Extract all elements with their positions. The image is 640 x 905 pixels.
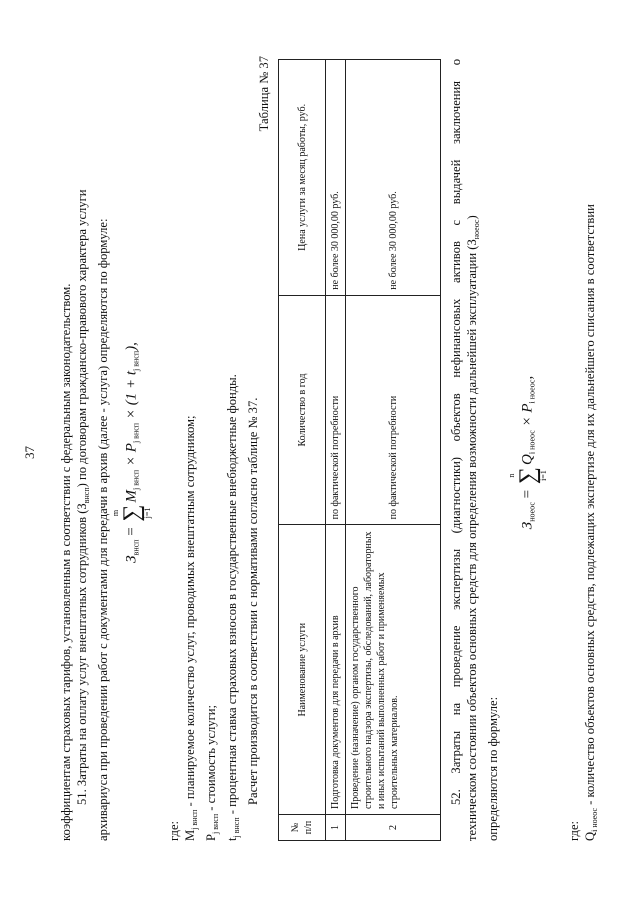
definition-p: $P_{j внсп}$ - стоимость услуги;	[204, 704, 220, 841]
sum-symbol: n ∑ i=1	[507, 467, 548, 485]
header-quantity: Количество в год	[279, 295, 326, 525]
cell-price: не более 30 000,00 руб.	[346, 60, 441, 296]
sum-symbol: m ∑ j=1	[111, 504, 152, 522]
item52-line2: техническом состоянии объектов основных средств для определения возможности дальнейшей эксплуатации $(З_{ноеос})$	[465, 215, 481, 841]
item52-line3: определяются по формуле:	[486, 696, 500, 841]
table-37	[278, 59, 441, 841]
cell-price: не более 30 000,00 руб.	[326, 60, 346, 296]
header-price: Цена услуги за месяц работы, руб.	[279, 60, 326, 296]
formula-51: $З_{внсп}$ = m ∑ j=1 $M_{j внсп} \times P_{j внсп} \times (1 + t_{j внсп})$,	[111, 342, 152, 563]
cell-number: 2	[346, 815, 441, 841]
table-row	[346, 60, 441, 841]
where-label-2: где:	[567, 820, 581, 841]
cell-quantity: по фактической потребности	[326, 295, 346, 525]
table-caption: Таблица № 37	[257, 56, 271, 132]
definition-m: $M_{j внсп}$ - планируемое количество услуг, проводимых внештатным сотрудником;	[183, 415, 199, 841]
table-header-row	[279, 60, 326, 841]
definition-q: $Q_{i ноеос}$ - количество объектов основных средств, подлежащих экспертизе для их дальнейшего списания в соответствии	[583, 204, 599, 841]
header-number: № п/п	[279, 815, 326, 841]
item51-line1: 51. Затраты на оплату услуг внештатных сотрудников $(З_{внсп})$ по договорам гражданско-правового характера услуги	[75, 189, 91, 805]
definition-t: $t_{j внсп}$ - процентная ставка страховых взносов в государственные внебюджетные фонды.	[225, 374, 241, 841]
calc-note: Расчет производится в соответствии с нормативами согласно таблице № 37.	[246, 397, 260, 805]
item52-line1: 52. Затраты на проведение экспертизы (диагностики) объектов нефинансовых активов с выдачей заключения о	[449, 59, 463, 805]
formula-52: $З_{ноеос}$ = n ∑ i=1 $Q_{i ноеос} \times P_{i ноеос}$,	[507, 375, 548, 530]
cell-quantity: по фактической потребности	[346, 295, 441, 525]
cell-service-name: Подготовка документов для передачи в архив	[326, 525, 346, 815]
item51-line2: архивариуса при проведении работ с документами для передачи в архив (далее - услуга) определяются по формуле:	[96, 218, 110, 841]
intro-line: коэффициентам страховых тарифов, установленным в соответствии с федеральным законодательством.	[59, 283, 73, 841]
cell-service-name: Проведение (назначение) органом государственного строительного надзора экспертизы, обследований, лабораторных и иных испытаний выполненных работ и применяемых строительных материалов.	[346, 525, 441, 815]
header-service-name: Наименование услуги	[279, 525, 326, 815]
where-label: где:	[167, 820, 181, 841]
table-row	[326, 60, 346, 841]
page-number: 37	[22, 446, 37, 459]
cell-number: 1	[326, 815, 346, 841]
